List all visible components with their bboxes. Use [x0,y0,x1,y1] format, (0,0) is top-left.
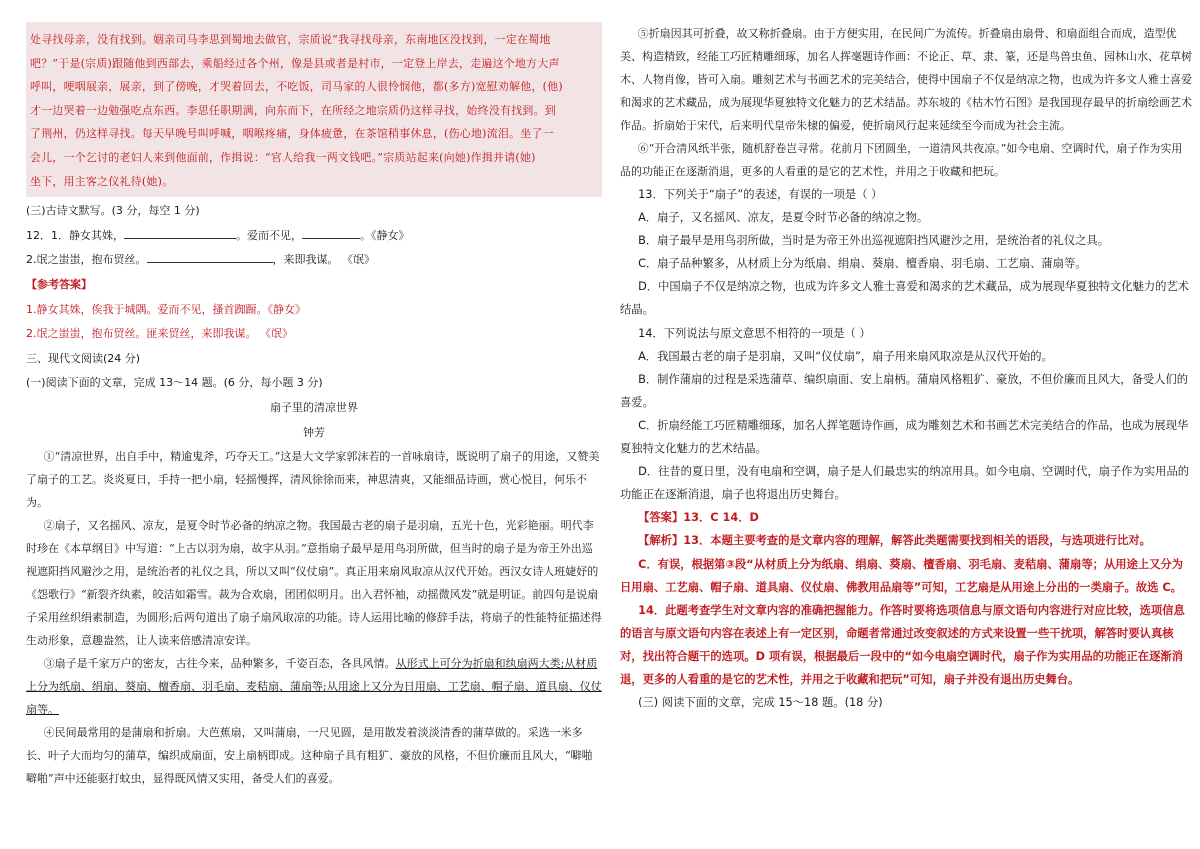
q13-option-b: B．扇子最早是用鸟羽所做，当时是为帝王外出巡视遮阳挡风避沙之用，是统治者的礼仪之具。 [638,234,1110,248]
article-title: 扇子里的清凉世界 [270,400,358,414]
article-paragraph-6: ⑥“开合清风纸半张，随机舒卷岂寻常。花前月下团圆坐，一道清风共夜凉。”如今电扇、空调时代，扇子作为实用品的功能正在逐渐消退，更多的人看重的是它的艺术性，并用之于收藏和把玩。 [620,142,1183,178]
question-14: 14．下列说法与原文意思不相符的一项是（ ） [638,326,871,340]
translation-line: 处寻找母亲，没有找到。姻亲司马李思到蜀地去做官，宗质说“我寻找母亲，东南地区没找到，一定在蜀地 [30,33,551,46]
translation-line: 会儿，一个乞讨的老妇人来到他面前，作揖说：“官人给我一两文钱吧。”宗质站起来(向她)作揖并请(她) [30,150,536,164]
article-paragraph-5: ⑤折扇因其可折叠，故又称折叠扇。由于方便实用，在民间广为流传。折叠扇由扇骨、和扇面组合而成，造型优美、构造精致，经能工巧匠精雕细琢，加名人挥毫题诗作画：不论正、草、隶、篆，还是鸟兽虫鱼、园林山水、花草树木、人物肖像，皆可入扇。雕刻艺术与书画艺术的完美结合，使得中国扇子不仅是纳凉之物，也成为许多文人雅士喜爱和渴求的艺术藏品，成为展现华夏独特文化魅力的艺术结晶。苏东坡的《枯木竹石图》是我国现存最早的折扇绘画艺术作品。折扇始于宋代，后来明代皇帝朱棣的偏爱，使折扇风行起来延续至今而成为社会主流。 [620,27,1192,132]
translation-line: 呼叫，哽咽展亲，展亲，到了傍晚，才哭着回去，不吃饭，司马家的人很怜悯他，都(多方)宽慰劝解他，(他) [30,80,563,94]
q14-option-c: C．折扇经能工巧匠精雕细琢，加名人挥笔题诗作画，成为雕刻艺术和书画艺术完美结合的作品，也成为展现华夏独特文化魅力的艺术结晶。 [620,418,1189,456]
translation-excerpt [26,22,602,197]
paragraph-3-underlined: 从形式上可分为折扇和纨扇两大类;从材质上分为纸扇、绢扇、葵扇、檀香扇、羽毛扇、麦秸扇、蒲扇等;从用途上又分为日用扇、工艺扇、帽子扇、道具扇、仪仗扇等。 [26,657,602,717]
q12-1-text-b: 。爱而不见， [236,228,302,242]
question-12-1 [26,224,602,249]
explanation-13-c: C．有误，根据第③段“从材质上分为纸扇、绢扇、葵扇、檀香扇、羽毛扇、麦秸扇、蒲扇等；从用途上又分为日用扇、工艺扇、帽子扇、道具扇、仪仗扇、佛教用品扇等”可知，工艺扇是从用途上分出的一类扇子。故选 C。 [620,557,1184,594]
paragraph-3-lead: ③扇子是千家万户的密友，古往今来，品种繁多，千姿百态，各具风情。 [43,657,396,671]
explanation-13 [620,529,1192,552]
left-column [26,22,602,849]
article-author: 钟芳 [303,425,325,439]
explanation-13-text: 13．本题主要考查的是文章内容的理解，解答此类题需要找到相关的语段，与选项进行比对。 [683,534,1151,548]
q14-option-b: B．制作蒲扇的过程是采选蒲草、编织扇面、安上扇柄。蒲扇风格粗犷、豪放，不但价廉而且风大，备受人们的喜爱。 [620,372,1189,409]
reference-answer-label: 【参考答案】 [26,277,92,291]
section-poetry-title: (三)古诗文默写。(3 分，每空 1 分) [26,204,200,218]
reference-answer-2: 2.氓之蚩蚩，抱布贸丝。匪来贸丝，来即我谋。 《氓》 [26,327,293,341]
explanation-14: 14．此题考查学生对文章内容的准确把握能力。作答时要将选项信息与原文语句内容进行对应比较，选项信息的语言与原文语句内容在表述上有一定区别，命题者常通过改变叙述的方式来设置一些干扰项，解答时要认真核对，找出符合题干的选项。D 项有误，根据最后一段中的“如今电扇空调时代，扇子作为实用品的功能正在逐渐消退，更多的人看重的是它的艺术性，并用之于收藏和把玩”可知，扇子并没有退出历史舞台。 [620,603,1185,686]
explanation-label: 【解析】 [638,534,684,548]
right-column [620,22,1192,849]
translation-line: 吧？”于是(宗质)跟随他到西部去，乘船经过各个州，像是县或者是村市，一定登上岸去，走遍这个地方大声 [30,56,560,70]
q14-option-a: A．我国最古老的扇子是羽扇，又叫“仪仗扇”，扇子用来扇风取凉是从汉代开始的。 [638,349,1053,363]
next-section-instruction: (三) 阅读下面的文章，完成 15～18 题。(18 分) [638,696,883,710]
q13-option-c: C．扇子品种繁多，从材质上分为纸扇、绢扇、葵扇、檀香扇、羽毛扇、工艺扇、蒲扇等。 [638,257,1087,271]
q12-1-text-c: 。《静女》 [360,228,410,242]
answer-text: 13．C 14．D [683,511,759,525]
article-paragraph-2: ②扇子，又名摇风、凉友，是夏令时节必备的纳凉之物。我国最古老的扇子是羽扇，五光十色，光彩艳丽。明代李时珍在《本草纲目》中写道：“上古以羽为扇，故字从羽。”意指扇子最早是用鸟羽所做，但当时的扇子是为帝王外出巡视遮阳挡风避沙之用，是统治者的礼仪之具，所以又叫“仪仗扇”。真正用来扇风取凉从汉代开始。西汉女诗人班婕妤的《怨歌行》“新裂齐纨素，皎洁如霜雪。裁为合欢扇，团团似明月。出入君怀袖，动摇微风发”就是明证。前四句是说扇子采用丝织绢素制造，为圆形;后两句道出了扇子扇风取凉的功能。诗人运用比喻的修辞手法，将扇子的性能特征描述得生动形象，意趣盎然，让人读来倍感清凉安详。 [26,519,602,648]
reference-answer-1: 1.静女其姝，俟我于城隅。爱而不见，搔首踟蹰。《静女》 [26,302,306,316]
translation-line: 坐下，用主客之仪礼待(她)。 [30,174,174,188]
reading-instruction: (一)阅读下面的文章，完成 13～14 题。(6 分，每小题 3 分) [26,376,323,390]
q12-1-text-a: 12．1．静女其姝， [26,228,124,242]
question-13: 13．下列关于“扇子”的表述，有误的一项是（ ） [638,188,883,201]
article-paragraph-3 [26,652,602,721]
translation-line: 了荆州，仍这样寻找。每天早晚号叫呼喊，咽喉疼痛，身体疲惫，在茶馆稍事休息，(伤心地)流泪。坐了一 [30,127,554,141]
q13-option-a: A．扇子，又名摇风、凉友，是夏令时节必备的纳凉之物。 [638,211,929,225]
article-paragraph-1: ①“清凉世界，出自手中，精逾鬼斧，巧夺天工。”这是大文学家郭沫若的一首咏扇诗，既说明了扇子的用途，又赞美了扇子的工艺。炎炎夏日，手持一把小扇，轻摇慢挥，清风徐徐而来，神思清爽，又能细品诗画，赏心悦目，何乐不为。 [26,450,600,510]
question-12-2 [26,248,602,273]
section-modern-reading: 三、现代文阅读(24 分) [26,351,141,365]
answer-label: 【答案】 [638,511,684,525]
q12-2-text-b: ，来即我谋。 《氓》 [272,253,375,267]
article-paragraph-4: ④民间最常用的是蒲扇和折扇。大芭蕉扇，又叫蒲扇，一尺见圆，是用散发着淡淡清香的蒲草做的。采选一米多长、叶子大而均匀的蒲草，编织成扇面，安上扇柄即成。这种扇子具有粗犷、豪放的风格，不但价廉而且风大，“噼啪噼啪”声中还能驱打蚊虫，显得既风情又实用，备受人们的喜爱。 [26,726,593,786]
answer-blank [124,226,236,239]
q13-option-d: D．中国扇子不仅是纳凉之物，也成为许多文人雅士喜爱和渴求的艺术藏品，成为展现华夏独特文化魅力的艺术结晶。 [620,280,1190,317]
q14-option-d: D．往昔的夏日里，没有电扇和空调，扇子是人们最忠实的纳凉用具。如今电扇、空调时代，扇子作为实用品的功能正在逐渐消退，扇子也将退出历史舞台。 [620,465,1190,502]
answer-line [620,506,1192,529]
answer-blank [147,250,273,263]
q12-2-text-a: 2.氓之蚩蚩，抱布贸丝。 [26,253,147,267]
answer-blank [302,226,360,239]
translation-line: 才一边哭着一边勉强吃点东西。李思任职期满，向东而下，在所经之地宗质仍这样寻找，始终没有找到。到 [30,103,556,117]
